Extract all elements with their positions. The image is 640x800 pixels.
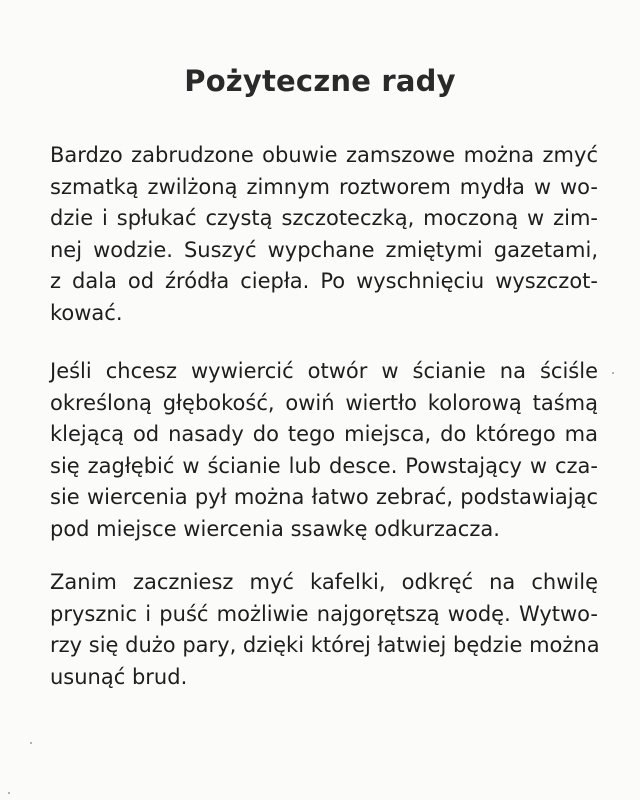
paragraph-line: Bardzo zabrudzone obuwie zamszowe można zmyć [50,143,598,167]
tip-paragraph-tiles [50,567,598,693]
paragraph-line: określoną głębokość, owiń wiertło kolorową taśmą [50,390,598,415]
paragraph-line: sie wiercenia pył można łatwo zebrać, podstawiając [50,485,598,509]
paragraph-line: pod miejsce wiercenia ssawkę odkurzacza. [50,516,500,541]
paper-speck [8,792,10,794]
tip-paragraph-suede-shoes [50,140,598,329]
paragraph-line: dzie i spłukać czystą szczoteczką, moczoną w zim- [50,206,598,230]
paragraph-line: się zagłębić w ścianie lub desce. Powstający w cza- [50,453,598,478]
paragraph-line: nej wodzie. Suszyć wypchane zmiętymi gazetami, [50,237,598,262]
paper-speck [30,742,32,744]
page-title: Pożyteczne rady [184,64,456,98]
paragraph-line: szmatką zwilżoną zimnym roztworem mydła w wo- [50,174,598,199]
paragraph-line: kować. [50,300,123,325]
tip-paragraph-drilling [50,356,598,545]
paragraph-line: prysznic i puść możliwie najgorętszą wodę. Wytwo- [50,601,598,626]
paragraph-line: klejącą od nasady do tego miejsca, do którego ma [50,422,598,446]
paragraph-line: usunąć brud. [50,664,188,689]
paragraph-line: Jeśli chcesz wywiercić otwór w ścianie na ściśle [50,359,598,383]
paragraph-line: rzy się dużo pary, dzięki której łatwiej będzie można [50,633,600,657]
paragraph-line: Zanim zaczniesz myć kafelki, odkręć na chwilę [50,570,598,594]
paper-speck [612,372,614,374]
paragraph-line: z dala od źródła ciepła. Po wyschnięciu wyszczot- [50,269,598,293]
